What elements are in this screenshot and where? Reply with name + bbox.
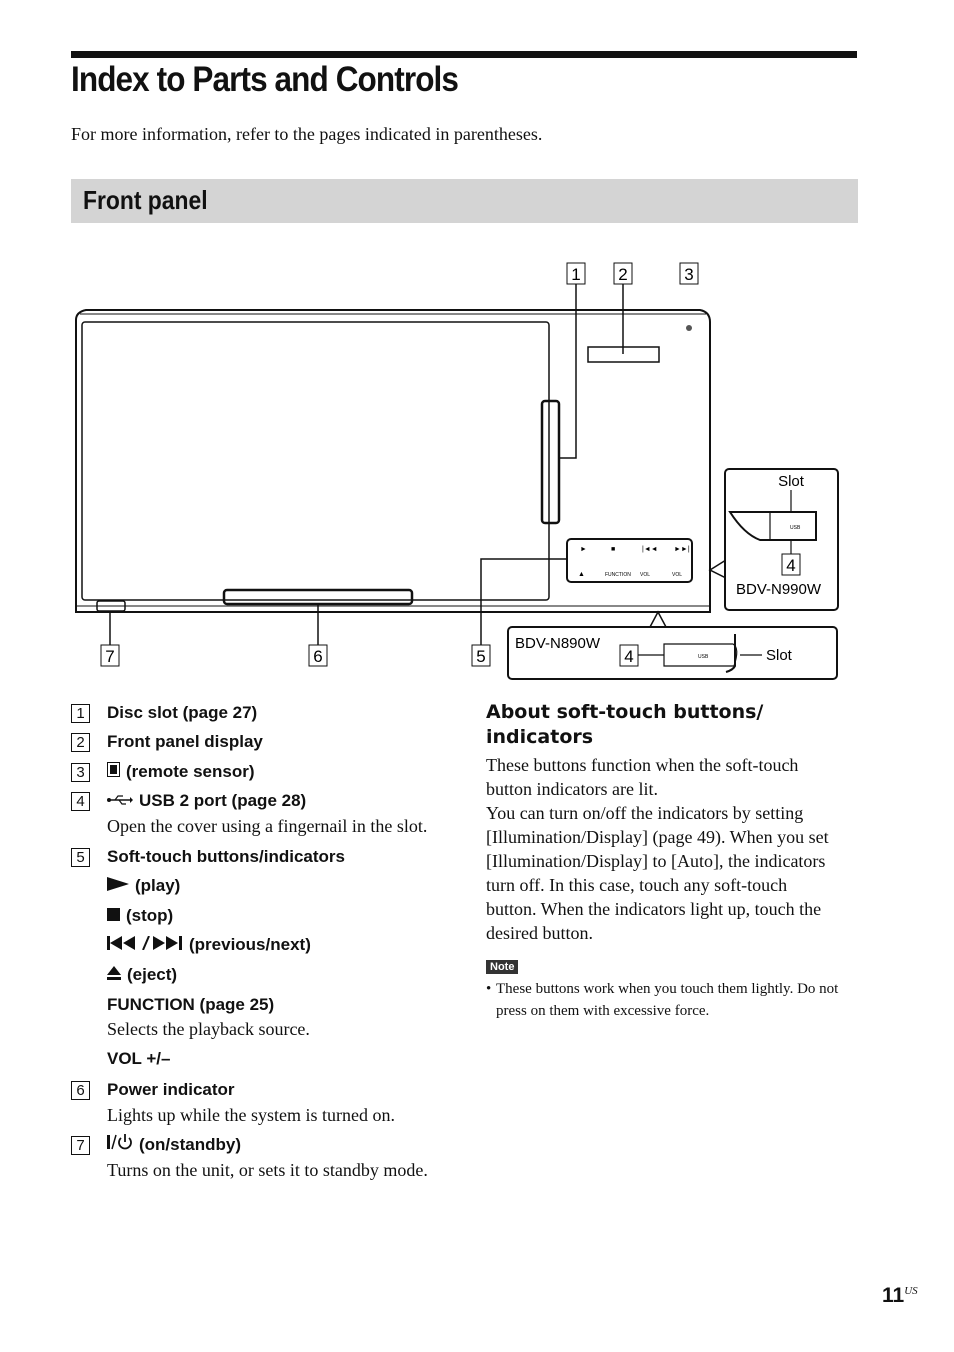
note-badge: Note [486, 960, 518, 974]
svg-text:■: ■ [611, 546, 616, 553]
usb-icon [107, 794, 133, 806]
page-number: $11^{US}$ [882, 1284, 918, 1307]
svg-text:|◄◄: |◄◄ [642, 546, 658, 553]
prev-next-icon [107, 936, 183, 950]
svg-text:▲: ▲ [578, 571, 585, 578]
page-title: Index to Parts and Controls [71, 60, 458, 99]
vol-plus-label: VOL [672, 572, 683, 578]
svg-text:6: 6 [313, 647, 323, 666]
callout-3 [680, 263, 698, 284]
inset-slot-label-top: Slot [778, 473, 804, 490]
svg-text:1: 1 [571, 265, 581, 284]
svg-text:3: 3 [684, 265, 694, 284]
stop-icon [107, 908, 120, 921]
svg-text:2: 2 [618, 265, 628, 284]
soft-touch-paragraph-1: These buttons function when the soft-touch button indicators are lit. [486, 755, 799, 799]
svg-text:USB: USB [790, 525, 801, 531]
power-indicator-bar [224, 590, 412, 604]
remote-sensor-icon [107, 762, 120, 777]
callout-6 [309, 645, 327, 666]
disc-window [82, 322, 549, 600]
svg-text:4: 4 [786, 556, 796, 575]
power-icon [107, 1134, 133, 1150]
soft-touch-heading: About soft-touch buttons/ indicators [486, 701, 764, 748]
disc-slot [542, 401, 559, 523]
svg-text:7: 7 [105, 647, 115, 666]
intro-text: For more information, refer to the pages indicated in parentheses. [71, 124, 543, 144]
soft-touch-paragraph-2: You can turn on/off the indicators by setting [Illumination/Display] (page 49). When you set [Illumination/Display] to [Auto], the indicators turn off. In this case, touch any soft-touch button. When the indicators light up, touch the desired button. [486, 803, 829, 943]
svg-text:USB: USB [698, 654, 709, 660]
callout-1 [567, 263, 585, 284]
svg-text:5: 5 [476, 647, 486, 666]
function-label: FUNCTION [605, 572, 631, 578]
callout-4-bottom [620, 645, 638, 666]
section-title: Front panel [83, 185, 208, 215]
soft-touch-section [486, 700, 858, 945]
inset-model-n890w: BDV-N890W [515, 635, 601, 652]
unit-outline [76, 310, 710, 612]
inset-slot-label-bottom: Slot [766, 647, 792, 664]
callout-4-top [782, 554, 800, 575]
svg-text:4: 4 [624, 647, 634, 666]
inset-model-n990w: BDV-N990W [736, 581, 822, 598]
svg-text:►: ► [580, 546, 587, 553]
callout-2 [614, 263, 632, 284]
svg-text:►►|: ►►| [674, 546, 690, 553]
callout-7 [101, 645, 119, 666]
vol-minus-label: VOL [640, 572, 651, 578]
eject-icon [107, 966, 121, 980]
remote-sensor [686, 325, 692, 331]
callout-5 [472, 645, 490, 666]
note-text: • These buttons work when you touch them lightly. Do not press on them with excessive force. [486, 981, 839, 1019]
play-icon [107, 877, 129, 891]
